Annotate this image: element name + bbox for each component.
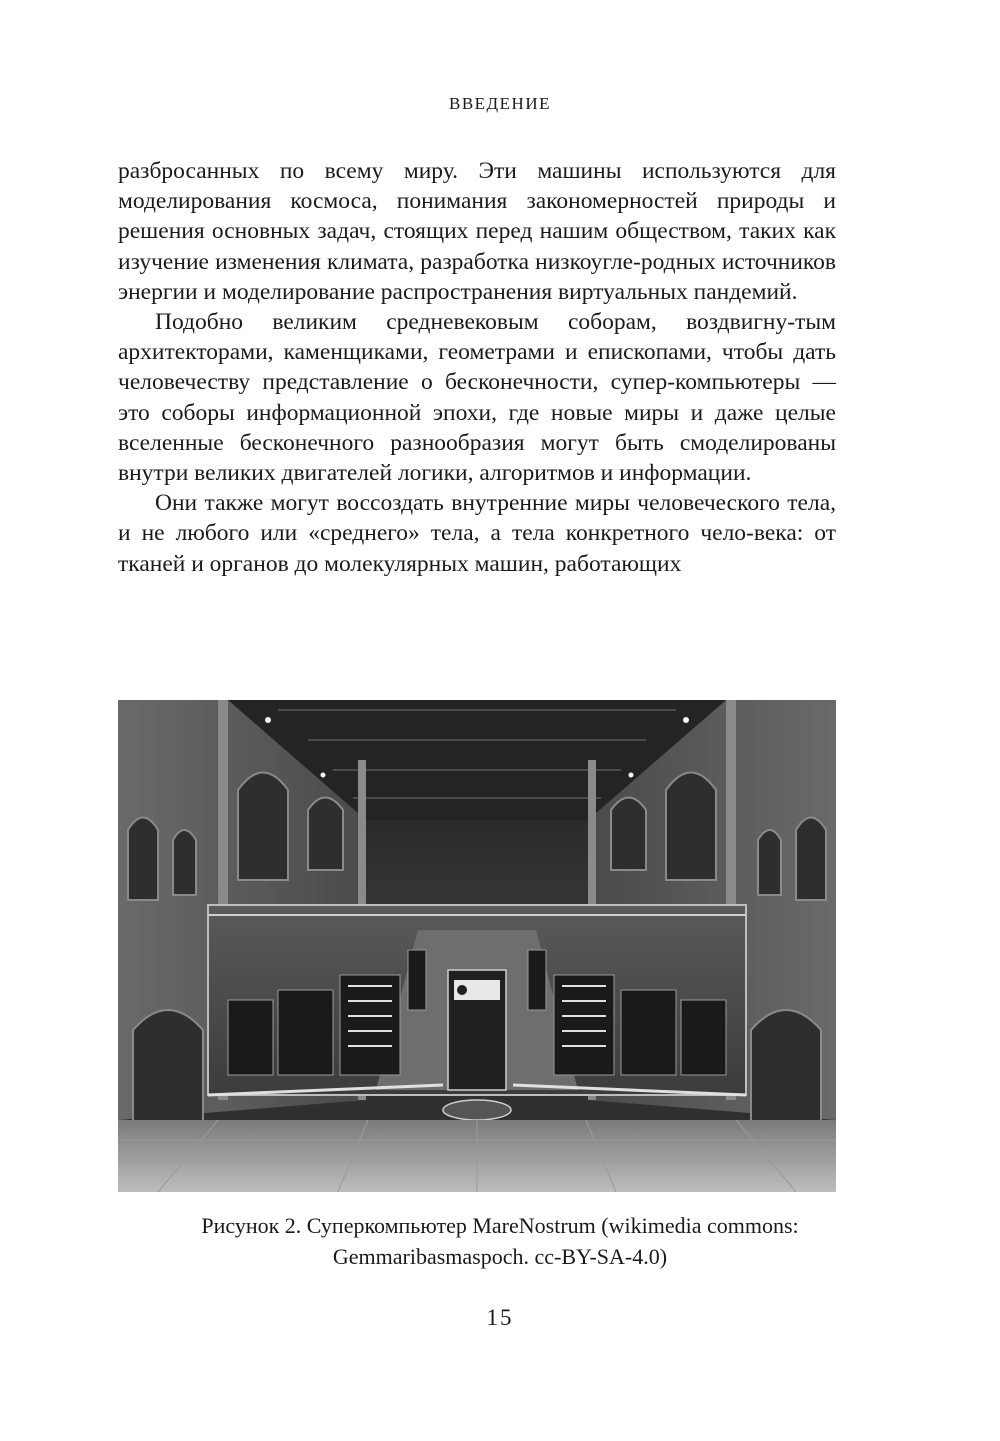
page-number: 15: [486, 1305, 514, 1330]
figure-caption: [100, 1210, 900, 1272]
caption-line-2: Gemmaribasmaspoch. cc-BY-SA-4.0): [332, 1244, 668, 1269]
paragraph-1: разбросанных по всему миру. Эти машины используются для моделирования космоса, понимания закономерностей природы и решения основных задач, стоящих перед нашим обществом, таких как изучение изменения климата, разработка низкоугле-родных источников энергии и моделирование распространения виртуальных пандемий.: [118, 158, 836, 305]
running-head: ВВЕДЕНИЕ: [449, 94, 551, 113]
paragraph-2: Подобно великим средневековым соборам, воздвигну-тым архитекторами, каменщиками, геометрами и епископами, чтобы дать человечеству представление о бесконечности, супер-компьютеры — это соборы информационной эпохи, где новые миры и даже целые вселенные бесконечного разнообразия могут быть смоделированы внутри великих двигателей логики, алгоритмов и информации.: [118, 309, 836, 487]
body-text: [118, 156, 836, 579]
caption-line-1: Рисунок 2. Суперкомпьютер MareNostrum (wikimedia commons:: [201, 1213, 799, 1238]
supercomputer-photo: [118, 700, 836, 1192]
paragraph-3: Они также могут воссоздать внутренние миры человеческого тела, и не любого или «среднего» тела, а тела конкретного чело-века: от тканей и органов до молекулярных машин, работающих: [118, 490, 836, 577]
